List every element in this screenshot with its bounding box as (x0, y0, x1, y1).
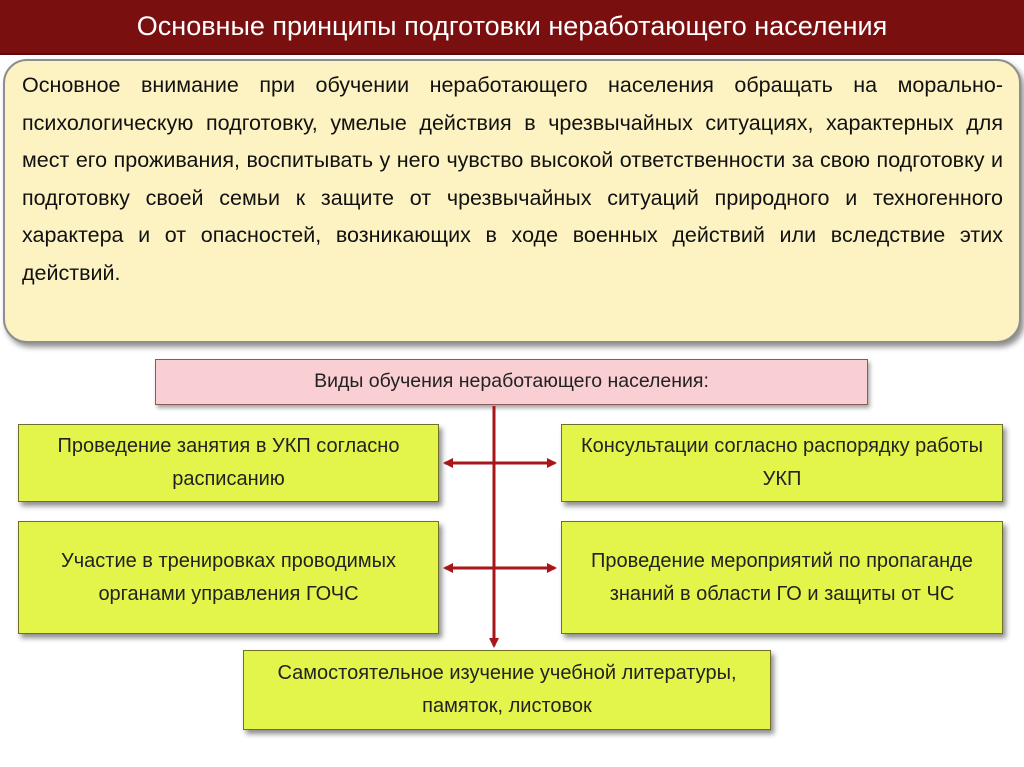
title-bar (0, 0, 1024, 55)
self-study-box (243, 650, 771, 730)
consultations-label: Консультации согласно распорядку работы УКП (580, 435, 984, 490)
training-participation-label: Участие в тренировках проводимых органами управления ГОЧС (61, 549, 396, 605)
intro-box (3, 59, 1021, 343)
ukp-classes-label: Проведение занятия в УКП согласно расписанию (57, 435, 400, 490)
ukp-classes-box (18, 424, 439, 502)
self-study-label: Самостоятельное изучение учебной литературы, памяток, листовок (277, 662, 737, 717)
training-participation-box (18, 521, 439, 634)
propaganda-events-label: Проведение мероприятий по пропаганде знаний в области ГО и защиты от ЧС (591, 549, 973, 605)
intro-text: Основное внимание при обучении неработающего населения обращать на морально-психологическую подготовку, умелые действия в чрезвычайных ситуациях, характерных для мест его проживания, воспитывать у него чувство высокой ответственности за свою подготовку и подготовку своей семьи к защите от чрезвычайных ситуаций природного и техногенного характера и от опасностей, возникающих в ходе военных действий или вследствие этих действий. (22, 73, 1003, 285)
propaganda-events-box (561, 521, 1003, 634)
training-types-header: Виды обучения неработающего населения: (155, 359, 868, 405)
consultations-box (561, 424, 1003, 502)
page-title: Основные принципы подготовки неработающего населения (136, 11, 888, 41)
